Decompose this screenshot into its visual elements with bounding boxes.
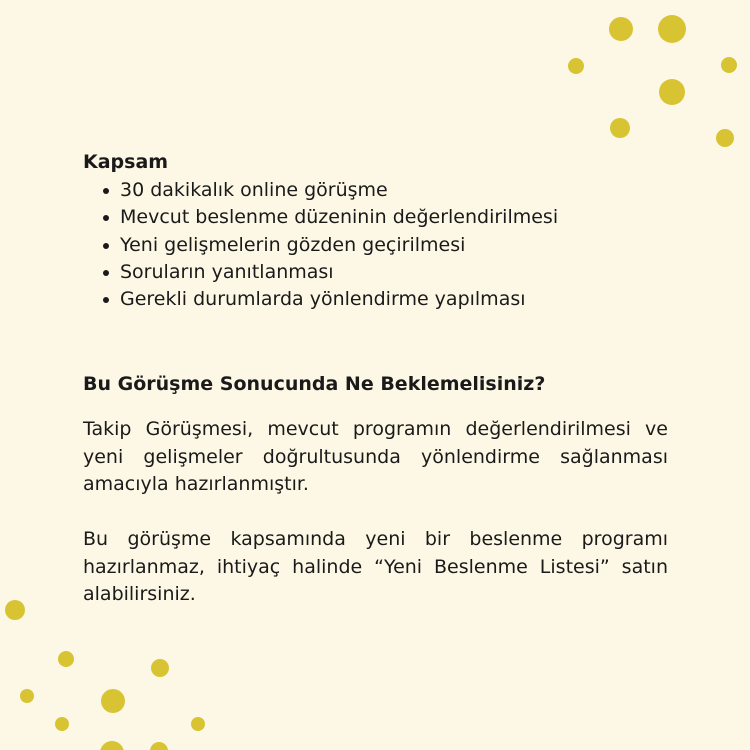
decorative-dot: [716, 129, 734, 147]
decorative-dot: [101, 689, 125, 713]
scope-item: Yeni gelişmelerin gözden geçirilmesi: [83, 232, 668, 259]
scope-list: [83, 177, 668, 313]
decorative-dot: [58, 651, 74, 667]
decorative-dot: [568, 58, 584, 74]
decorative-dot: [20, 689, 34, 703]
scope-title: Kapsam: [83, 151, 169, 173]
decorative-dot: [721, 57, 737, 73]
decorative-dot: [659, 79, 685, 105]
decorative-dot: [151, 659, 169, 677]
expectations-heading: Bu Görüşme Sonucunda Ne Beklemelisiniz?: [83, 373, 546, 396]
decorative-dot: [658, 15, 686, 43]
decorative-dot: [191, 717, 205, 731]
decorative-dot: [100, 741, 124, 750]
expectations-paragraph: Bu görüşme kapsamında yeni bir beslenme programı hazırlanmaz, ihtiyaç halinde “Yeni Beslenme Listesi” satın alabilirsiniz.: [83, 528, 668, 605]
decorative-dot: [150, 742, 168, 750]
expectations-paragraph: Takip Görüşmesi, mevcut programın değerlendirilmesi ve yeni gelişmeler doğrultusunda yönlendirme sağlanması amacıyla hazırlanmıştır.: [83, 418, 668, 496]
scope-item: Gerekli durumlarda yönlendirme yapılması: [83, 286, 668, 313]
decorative-dot: [610, 118, 630, 138]
scope-item: Soruların yanıtlanması: [83, 259, 668, 286]
decorative-dot: [5, 600, 25, 620]
decorative-dot: [609, 17, 633, 41]
content-block: [83, 150, 668, 608]
scope-item: 30 dakikalık online görüşme: [83, 177, 668, 204]
decorative-dot: [55, 717, 69, 731]
scope-item: Mevcut beslenme düzeninin değerlendirilmesi: [83, 204, 668, 231]
